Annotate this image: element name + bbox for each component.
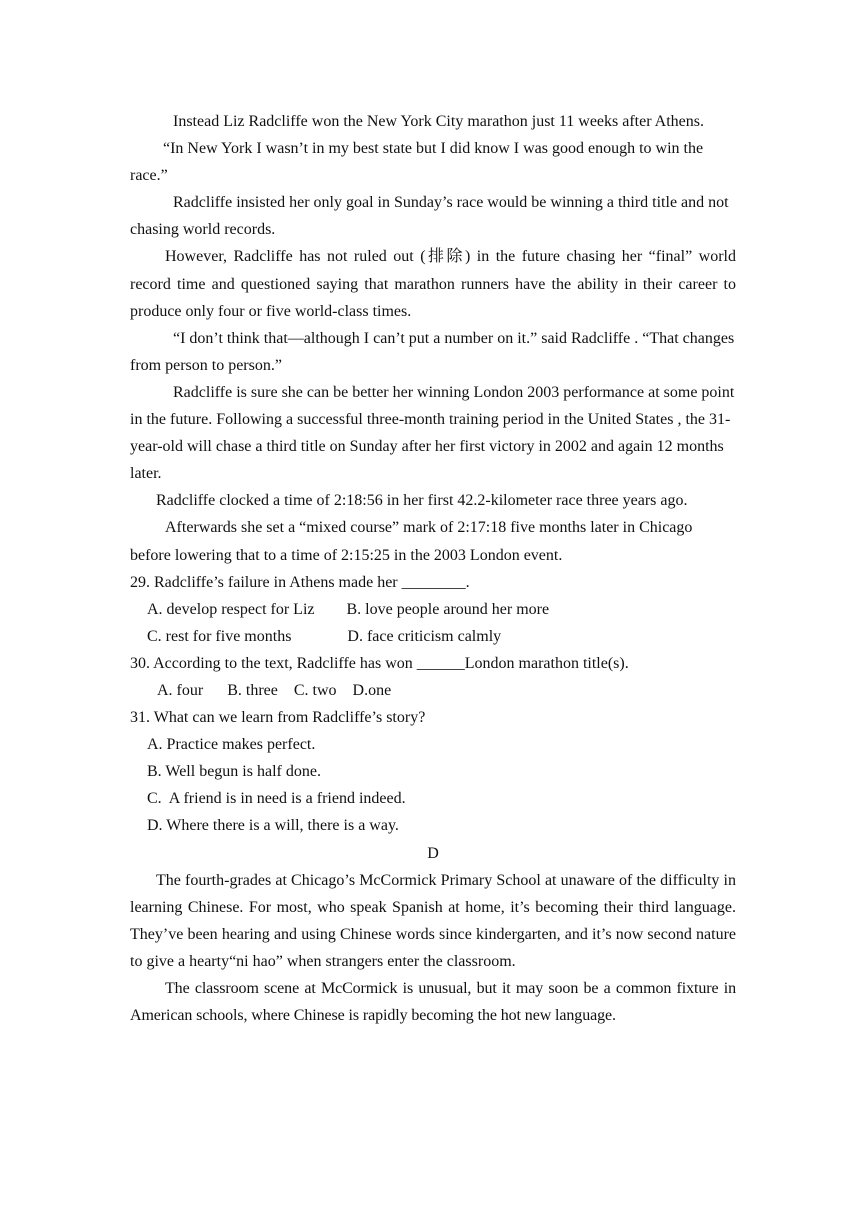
passage-c-paragraph-8: Afterwards she set a “mixed course” mark of 2:17:18 five months later in Chicago before lowering that to a time of 2:15:25 in the 2003 London event. [130,519,693,564]
passage-c-paragraph-3: Radcliffe insisted her only goal in Sunday’s race would be winning a third title and not chasing world records. [130,194,729,239]
passage-c-paragraph-1: Instead Liz Radcliffe won the New York City marathon just 11 weeks after Athens. [173,113,704,130]
passage-c-paragraph-5: “I don’t think that—although I can’t put a number on it.” said Radcliffe . “That changes from person to person.” [130,329,735,374]
question-31-option-d: D. Where there is a will, there is a way. [147,817,399,835]
question-31-option-c: C. A friend is in need is a friend indeed. [147,790,406,808]
passage-d-paragraph-2: The classroom scene at McCormick is unusual, but it may soon be a common fixture in American schools, where Chinese is rapidly becoming the hot new language. [130,980,736,1025]
section-d-heading: D [427,844,439,862]
question-31: 31. What can we learn from Radcliffe’s story? [130,709,426,727]
exam-content [130,108,736,1029]
question-30: 30. According to the text, Radcliffe has won ______London marathon title(s). [130,654,629,672]
question-29-options-row-2: C. rest for five months D. face criticism calmly [147,627,502,645]
passage-c-paragraph-2: “In New York I wasn’t in my best state but I did know I was good enough to win the race.” [130,140,704,185]
question-29: 29. Radcliffe’s failure in Athens made her ________. [130,573,470,591]
passage-c-paragraph-7: Radcliffe clocked a time of 2:18:56 in her first 42.2-kilometer race three years ago. [156,492,688,510]
passage-c-paragraph-4: However, Radcliffe has not ruled out (排除) in the future chasing her “final” world record time and questioned saying that marathon runners have the ability in their career to produce only four or five world-class times. [130,248,736,320]
question-30-options: A. four B. three C. two D.one [157,681,392,699]
passage-d-paragraph-1: The fourth-grades at Chicago’s McCormick Primary School at unaware of the difficulty in learning Chinese. For most, who speak Spanish at home, it’s becoming their third language. They’ve been hearing and using Chinese words since kindergarten, and it’s now second nature to give a hearty“ni hao” when strangers enter the classroom. [130,871,736,970]
question-31-option-b: B. Well begun is half done. [147,763,321,781]
passage-c-paragraph-6: Radcliffe is sure she can be better her winning London 2003 performance at some point in the future. Following a successful three-month training period in the United States , the 31-year-old will chase a third title on Sunday after her first victory in 2002 and again 12 months later. [130,383,735,483]
question-31-option-a: A. Practice makes perfect. [147,736,316,754]
question-29-options-row-1: A. develop respect for Liz B. love people around her more [147,600,550,618]
